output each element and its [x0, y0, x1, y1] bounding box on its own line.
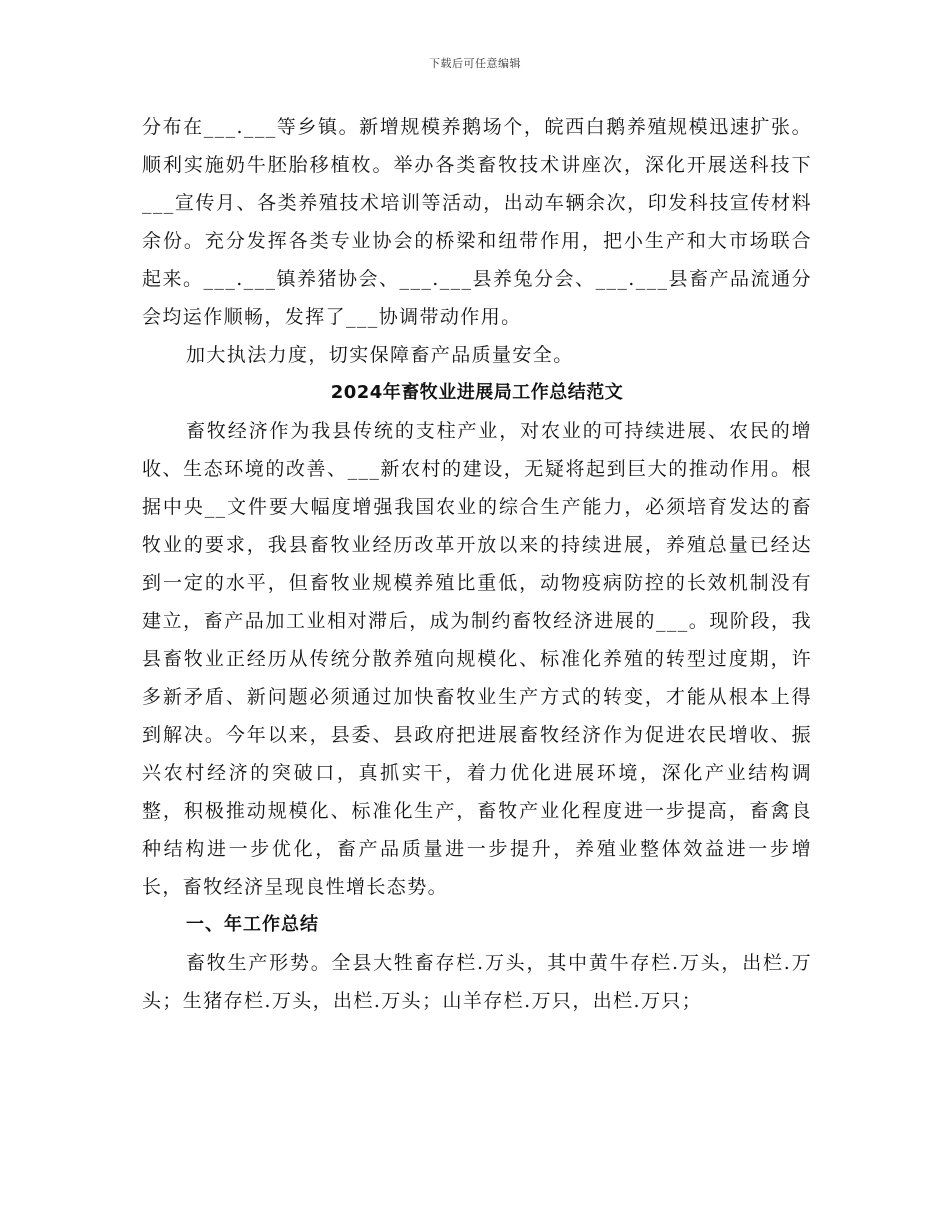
enforcement-paragraph: 加大执法力度，切实保障畜产品质量安全。 — [186, 344, 574, 366]
page-header: 下载后可任意编辑 — [429, 57, 521, 70]
section-heading: 一、年工作总结 — [186, 914, 319, 935]
document-title: 2024年畜牧业进展局工作总结范文 — [330, 382, 624, 403]
document-body — [142, 108, 812, 1020]
continuation-paragraph: 分布在___.___等乡镇。新增规模养鹅场个，皖西白鹅养殖规模迅速扩张。顺利实施奶牛胚胎移植枚。举办各类畜牧技术讲座次，深化开展送科技下___宣传月、各类养殖技术培训等活动，出动车辆余次，印发科技宣传材料余份。充分发挥各类专业协会的桥梁和纽带作用，把小生产和大市场联合起来。___.___镇养猪协会、___.___县养兔分会、___.___县畜产品流通分会均运作顺畅，发挥了___协调带动作用。 — [142, 116, 812, 328]
production-paragraph: 畜牧生产形势。全县大牲畜存栏.万头，其中黄牛存栏.万头，出栏.万头；生猪存栏.万头，出栏.万头；山羊存栏.万只，出栏.万只； — [142, 952, 812, 1012]
intro-paragraph: 畜牧经济作为我县传统的支柱产业，对农业的可持续进展、农民的增收、生态环境的改善、___新农村的建设，无疑将起到巨大的推动作用。根据中央__文件要大幅度增强我国农业的综合生产能力，必须培育发达的畜牧业的要求，我县畜牧业经历改革开放以来的持续进展，养殖总量已经达到一定的水平，但畜牧业规模养殖比重低，动物疫病防控的长效机制没有建立，畜产品加工业相对滞后，成为制约畜牧经济进展的___。现阶段，我县畜牧业正经历从传统分散养殖向规模化、标准化养殖的转型过度期，许多新矛盾、新问题必须通过加快畜牧业生产方式的转变，才能从根本上得到解决。今年以来，县委、县政府把进展畜牧经济作为促进农民增收、振兴农村经济的突破口，真抓实干，着力优化进展环境，深化产业结构调整，积极推动规模化、标准化生产，畜牧产业化程度进一步提高，畜禽良种结构进一步优化，畜产品质量进一步提升，养殖业整体效益进一步增长，畜牧经济呈现良性增长态势。 — [142, 420, 812, 898]
